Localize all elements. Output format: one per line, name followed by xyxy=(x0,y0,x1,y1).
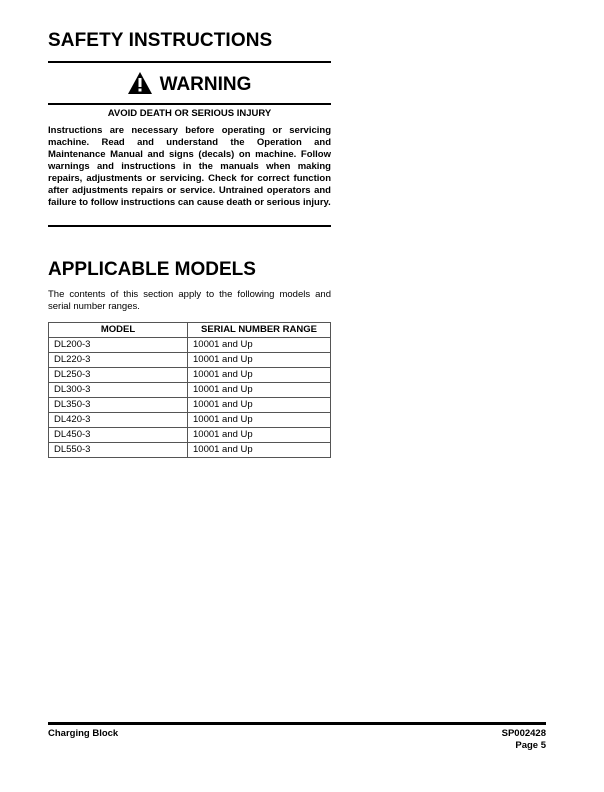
serial-cell: 10001 and Up xyxy=(188,353,331,368)
table-row xyxy=(49,338,331,353)
divider xyxy=(48,61,331,63)
model-cell: DL350-3 xyxy=(49,398,188,413)
divider xyxy=(48,225,331,227)
warning-label: WARNING xyxy=(159,74,252,95)
table-row xyxy=(49,368,331,383)
footer-right xyxy=(502,728,546,752)
model-cell: DL420-3 xyxy=(49,413,188,428)
serial-cell: 10001 and Up xyxy=(188,368,331,383)
model-cell: DL450-3 xyxy=(49,428,188,443)
warning-body: Instructions are necessary before operating or servicing machine. Read and understand the Operation and Maintenance Manual and signs (decals) on machine. Follow warnings and instructions in the manuals when making repairs, adjustments or servicing. Check for correct function after adjustments repairs or service. Untrained operators and failure to follow instructions can cause death or serious injury. xyxy=(48,125,331,208)
header-model: MODEL xyxy=(49,323,188,338)
header-serial-range: SERIAL NUMBER RANGE xyxy=(188,323,331,338)
table-row xyxy=(49,428,331,443)
serial-cell: 10001 and Up xyxy=(188,413,331,428)
footer-doc-id: SP002428 xyxy=(501,728,546,739)
divider xyxy=(48,103,331,105)
safety-title: SAFETY INSTRUCTIONS xyxy=(48,30,273,51)
model-cell: DL250-3 xyxy=(49,368,188,383)
serial-cell: 10001 and Up xyxy=(188,428,331,443)
warning-banner xyxy=(48,70,331,100)
models-table xyxy=(48,322,331,458)
warning-triangle-icon xyxy=(128,72,152,99)
table-row xyxy=(49,443,331,458)
footer-page-number: Page 5 xyxy=(515,740,546,751)
model-cell: DL300-3 xyxy=(49,383,188,398)
models-title: APPLICABLE MODELS xyxy=(48,259,256,280)
footer-divider xyxy=(48,722,546,725)
table-header-row xyxy=(49,323,331,338)
table-row xyxy=(49,413,331,428)
serial-cell: 10001 and Up xyxy=(188,398,331,413)
serial-cell: 10001 and Up xyxy=(188,383,331,398)
model-cell: DL200-3 xyxy=(49,338,188,353)
table-row xyxy=(49,398,331,413)
models-intro: The contents of this section apply to the following models and serial number ranges. xyxy=(48,289,331,312)
serial-cell: 10001 and Up xyxy=(188,443,331,458)
serial-cell: 10001 and Up xyxy=(188,338,331,353)
table-row xyxy=(49,353,331,368)
warning-subhead: AVOID DEATH OR SERIOUS INJURY xyxy=(107,108,272,119)
footer-section: Charging Block xyxy=(48,728,119,739)
model-cell: DL220-3 xyxy=(49,353,188,368)
table-row xyxy=(49,383,331,398)
model-cell: DL550-3 xyxy=(49,443,188,458)
